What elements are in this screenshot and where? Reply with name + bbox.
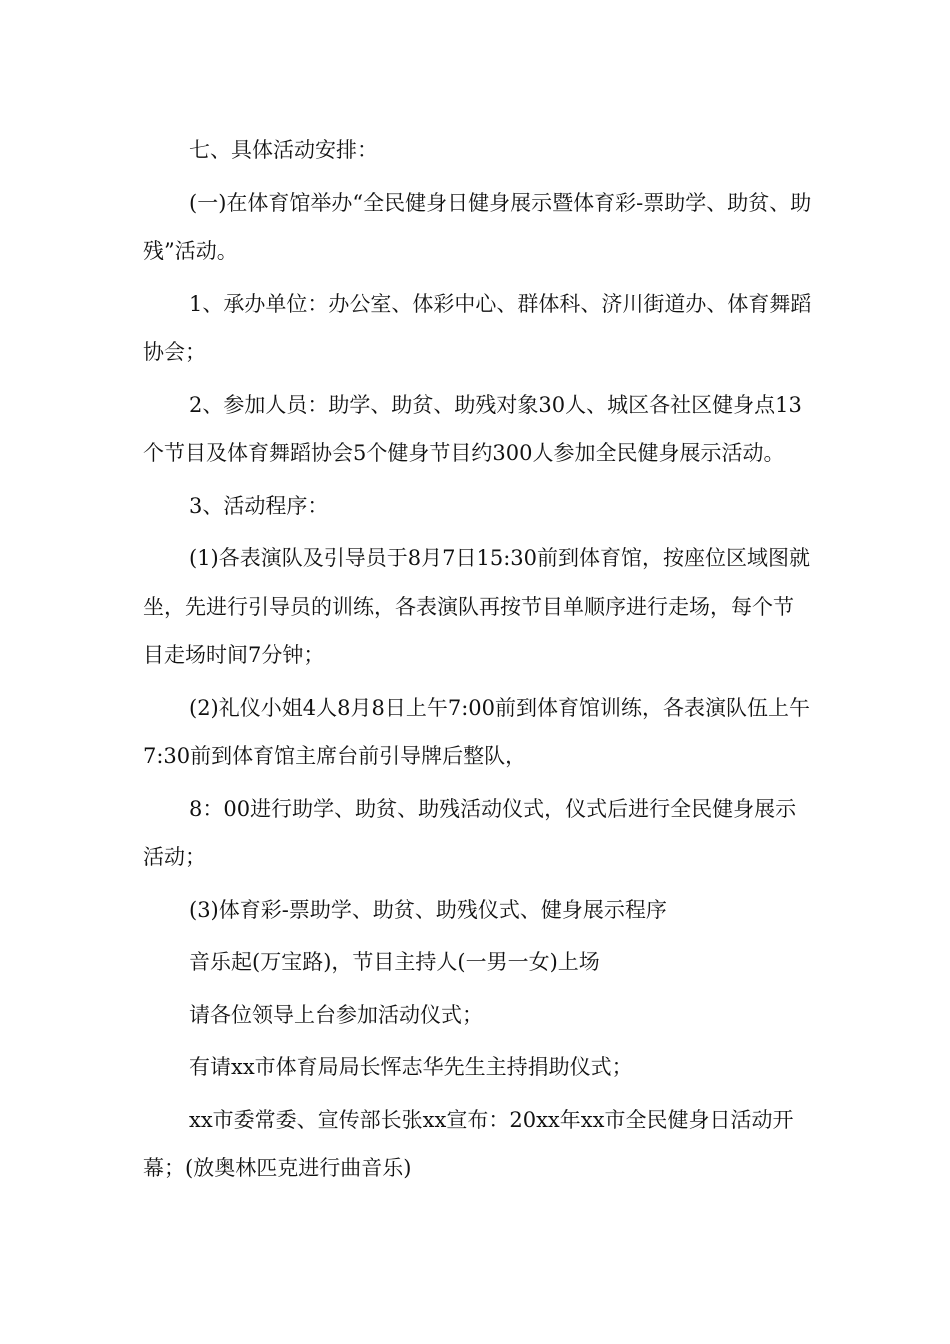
paragraph-procedure-2: (2)礼仪小姐4人8月8日上午7:00前到体育馆训练，各表演队伍上午7:30前到体育馆主席台前引导牌后整队，: [143, 695, 810, 768]
paragraph-organizers: 1、承办单位：办公室、体彩中心、群体科、济川街道办、体育舞蹈协会；: [143, 291, 812, 364]
paragraph-procedure-3: (3)体育彩-票助学、助贫、助残仪式、健身展示程序: [189, 897, 667, 922]
section-heading: 七、具体活动安排：: [189, 138, 378, 162]
paragraph-music: 音乐起(万宝路)，节目主持人(一男一女)上场: [189, 950, 600, 974]
paragraph-procedure-1: (1)各表演队及引导员于8月7日15:30前到体育馆，按座位区域图就坐，先进行引导员的训练，各表演队再按节目单顺序进行走场，每个节目走场时间7分钟；: [143, 546, 810, 667]
paragraph-leaders: 请各位领导上台参加活动仪式；: [189, 1002, 483, 1027]
paragraph-participants: 2、参加人员：助学、助贫、助残对象30人、城区各社区健身点13个节目及体育舞蹈协会5个健身节目约300人参加全民健身展示活动。: [143, 392, 802, 465]
paragraph-procedure-heading: 3、活动程序：: [189, 493, 329, 518]
paragraph-opening: xx市委常委、宣传部长张xx宣布：20xx年xx市全民健身日活动开幕；(放奥林匹克进行曲音乐): [143, 1107, 794, 1180]
paragraph-activity-title: (一)在体育馆举办“全民健身日健身展示暨体育彩-票助学、助贫、助残”活动。: [143, 190, 812, 263]
document-body: [143, 126, 813, 1197]
paragraph-procedure-2-cont: 8：00进行助学、助贫、助残活动仪式，仪式后进行全民健身展示活动；: [143, 796, 797, 869]
paragraph-host: 有请xx市体育局局长恽志华先生主持捐助仪式；: [189, 1055, 633, 1079]
